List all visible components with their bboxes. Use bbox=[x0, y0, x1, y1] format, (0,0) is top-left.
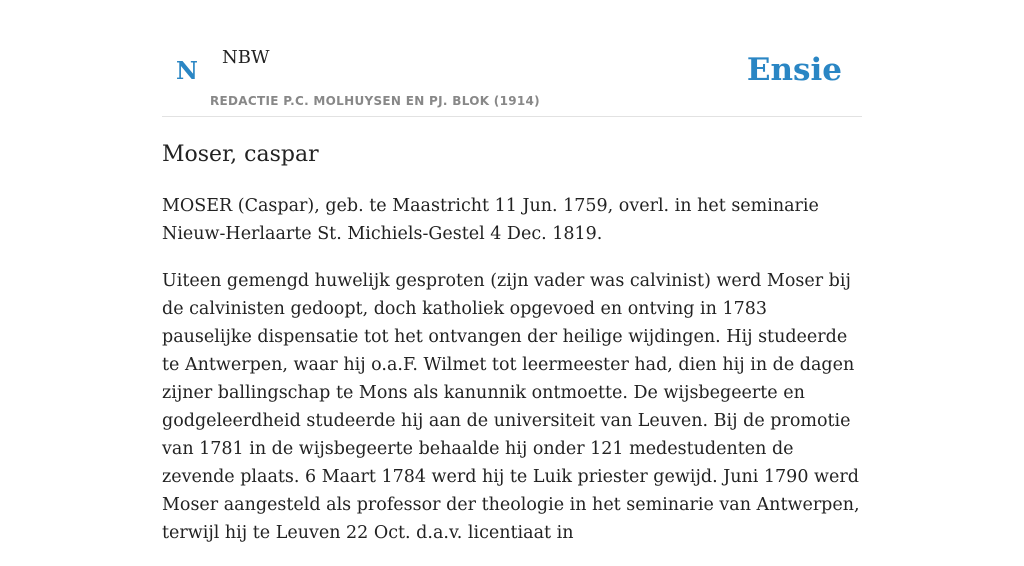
article-paragraph-2: Uiteen gemengd huwelijk gesproten (zijn vader was calvinist) werd Moser bij de calvinisten gedoopt, doch katholiek opgevoed en ontving in 1783 pauselijke dispensatie tot het ontvangen der heilige wijdingen. Hij studeerde te Antwerpen, waar hij o.a.F. Wilmet tot leermeester had, dien hij in de dagen zijner ballingschap te Mons als kanunnik ontmoette. De wijsbegeerte en godgeleerdheid studeerde hij aan de universiteit van Leuven. Bij de promotie van 1781 in de wijsbegeerte behaalde hij onder 121 medestudenten de zevende plaats. 6 Maart 1784 werd hij te Luik priester gewijd. Juni 1790 werd Moser aangesteld als professor der theologie in het seminarie van Antwerpen, terwijl hij te Leuven 22 Oct. d.a.v. licentiaat in bbox=[162, 271, 860, 543]
source-title[interactable]: NBW bbox=[222, 47, 270, 68]
source-editors: REDACTIE P.C. MOLHUYSEN EN PJ. BLOK (1914) bbox=[210, 94, 540, 108]
page bbox=[162, 0, 862, 543]
source-badge-icon: N bbox=[176, 56, 198, 85]
brand-logo[interactable]: Ensie bbox=[746, 52, 842, 88]
article-body bbox=[162, 192, 862, 566]
article-paragraph-1: MOSER (Caspar), geb. te Maastricht 11 Jun. 1759, overl. in het seminarie Nieuw-Herlaarte St. Michiels-Gestel 4 Dec. 1819. bbox=[162, 196, 819, 244]
article-title: Moser, caspar bbox=[162, 142, 319, 167]
source-header bbox=[162, 0, 862, 117]
